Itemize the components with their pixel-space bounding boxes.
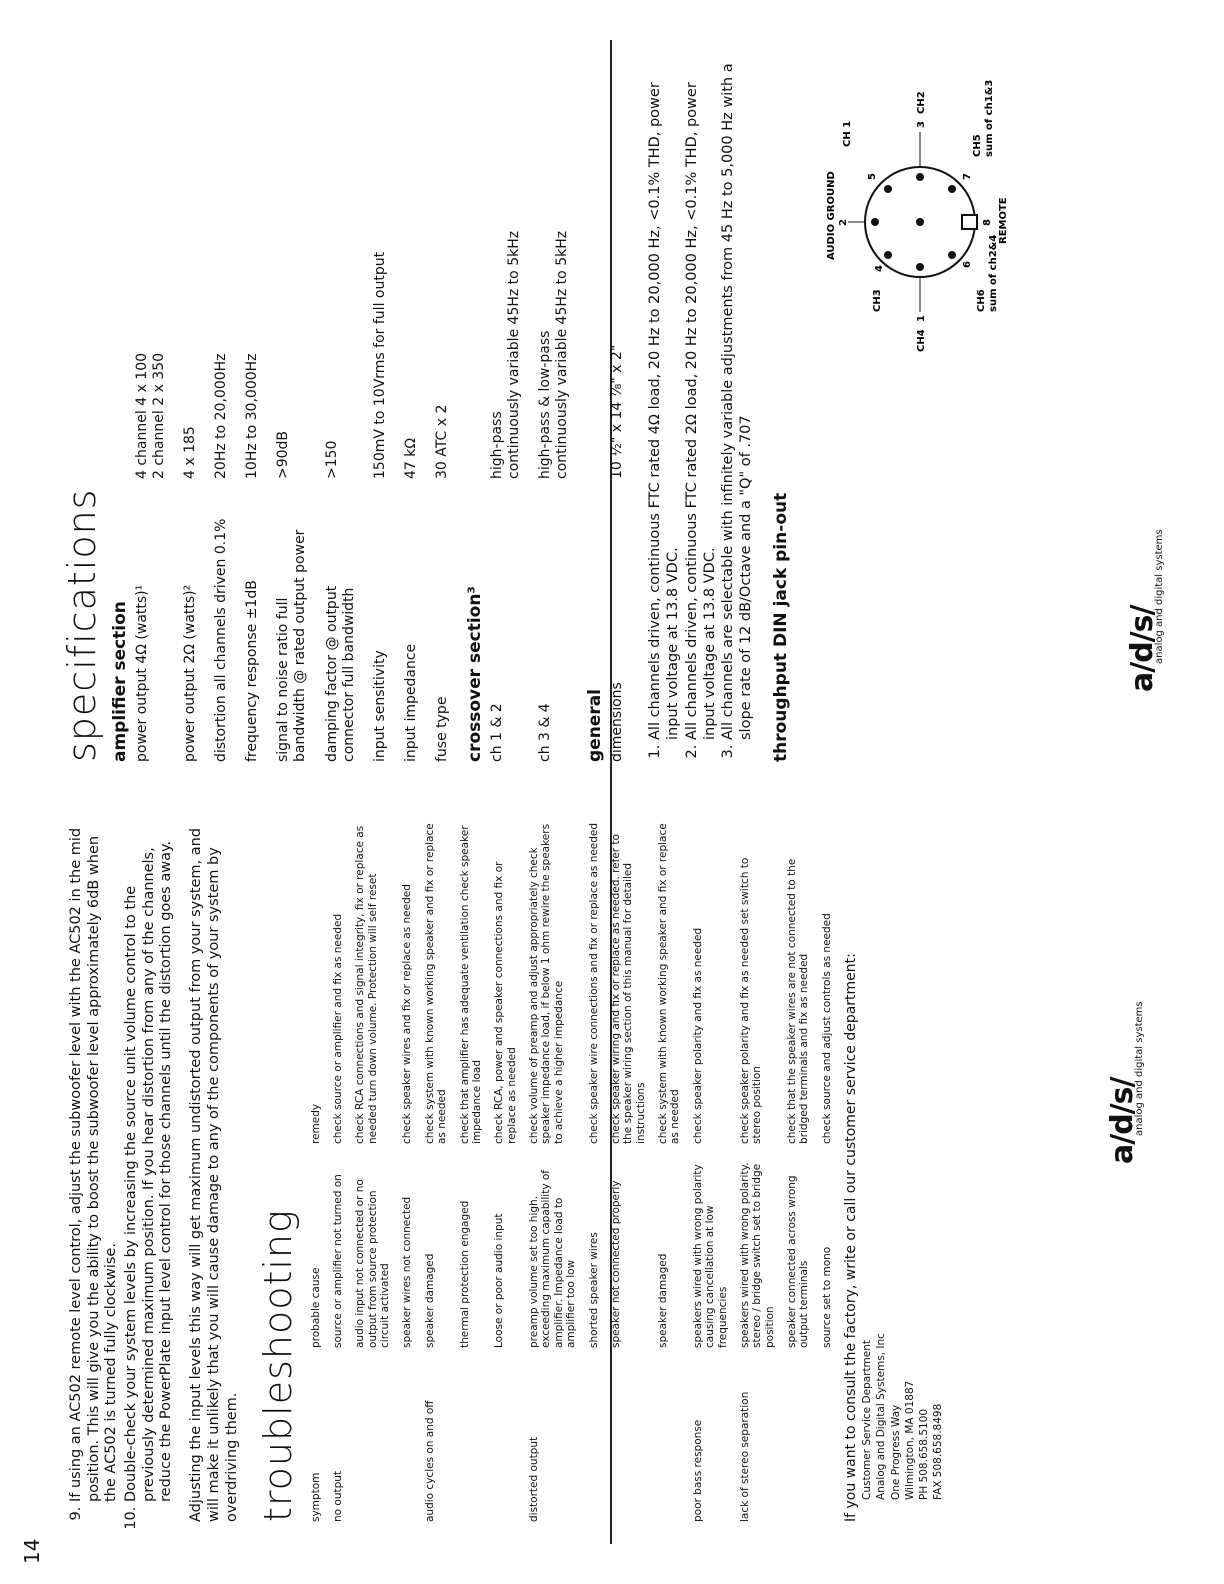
- logo-subtitle: analog and digital systems: [1134, 1001, 1145, 1136]
- page-number: 14: [20, 1538, 44, 1564]
- crossover-section-heading: crossover section³: [464, 586, 485, 762]
- spec-label: input impedance: [402, 643, 419, 762]
- footnotes: [646, 62, 755, 762]
- cell-symptom: [493, 1362, 518, 1522]
- pin-2: [871, 218, 879, 226]
- label-ch2: CH2: [916, 91, 927, 114]
- cell-remedy: check volume of preamp and adjust appropriately check speaker impedance load, if below 1 ohm rewire the speakers to achieve a higher impedance: [528, 823, 565, 1144]
- address-line: One Progress Way: [889, 1404, 902, 1500]
- ads-logo: [1105, 1001, 1145, 1164]
- troubleshooting-content: [68, 822, 945, 1522]
- spec-label: distortion all channels driven 0.1%: [213, 518, 230, 762]
- label-pin-8: 8: [982, 219, 993, 226]
- cell-symptom: audio cycles on and off: [423, 1400, 436, 1522]
- spec-value: >90dB: [275, 430, 292, 479]
- spec-label: power output 2Ω (watts)²: [182, 584, 199, 762]
- setup-steps: [68, 822, 176, 1522]
- ads-logo: [1125, 529, 1165, 692]
- label-ch1: CH 1: [842, 120, 853, 147]
- step-10: 10. Double-check your system levels by increasing the source unit volume control to the previously determined maximum position. If you hear distortion from any of the channels, reduce the PowerPlate input level control for those channels until the distortion goes away.: [123, 822, 176, 1502]
- cell-cause: speakers wired with wrong polarity. stereo / bridge switch set to bridge position: [738, 1162, 776, 1348]
- spec-value: 4 x 185: [182, 426, 199, 479]
- table-body: [332, 822, 833, 1522]
- spec-value: high-pass continuously variable 45Hz to 5kHz: [488, 230, 523, 479]
- spec-label: input sensitivity: [371, 650, 388, 762]
- address-block: [860, 822, 945, 1500]
- troubleshooting-title: troubleshooting: [256, 1209, 301, 1522]
- label-pin-1: 1: [916, 315, 927, 322]
- spec-label: frequency response ±1dB: [244, 580, 261, 762]
- cell-symptom: distorted output: [528, 1436, 541, 1522]
- pin-5: [884, 185, 892, 193]
- table-row: [786, 822, 811, 1522]
- cell-symptom: [821, 1362, 833, 1522]
- spec-row: [372, 62, 389, 762]
- cell-cause: speaker connected across wrong output terminals: [786, 1175, 811, 1348]
- intro-paragraph: Adjusting the input levels this way will get maximum undistorted output from your system, and will make it unlikely that you will cause damage to any of the components of your system by overdriving them.: [188, 828, 240, 1522]
- spec-label: fuse type: [433, 696, 450, 762]
- cell-remedy: check that the speaker wires are not connected to the bridged terminals and fix as needed: [786, 858, 811, 1144]
- din-jack-diagram: [820, 42, 1010, 372]
- table-row: [528, 822, 578, 1522]
- pin-1: [916, 263, 924, 271]
- spec-label: ch 1 & 2: [488, 703, 505, 762]
- spec-label: signal to noise ratio full bandwidth @ rated output power: [275, 529, 309, 762]
- din-title: throughput DIN jack pin-out: [771, 492, 792, 762]
- spec-value: 20Hz to 20,000Hz: [213, 353, 230, 479]
- cell-cause: speaker wires not connected: [401, 1196, 414, 1348]
- cell-remedy: check speaker wiring and fix or replace as needed. refer to the speaker wiring section of this manual for detailed instructions: [609, 834, 647, 1144]
- step-9: 9. If using an AC502 remote level control, adjust the subwoofer level with the AC502 in the mid position. This will give you the ability to boost the subwoofer level approximately 6dB when the AC502 is turned fully clockwise.: [68, 822, 121, 1502]
- table-row: [657, 822, 682, 1522]
- cell-cause: speaker not connected properly: [609, 1180, 622, 1348]
- cell-cause: audio input not connected or no output from source protection circuit activated: [354, 1179, 392, 1348]
- cell-cause: Loose or poor audio input: [493, 1213, 506, 1348]
- spec-value: high-pass & low-pass continuously variable 45Hz to 5kHz: [537, 230, 571, 479]
- cell-remedy: check speaker wires and fix or replace as needed: [401, 884, 414, 1144]
- spec-row: [434, 62, 451, 762]
- footnote: 3. All channels are selectable with infinitely variable adjustments from 45 Hz to 5,000 Hz with a slope rate of 12 dB/Octave and a "Q" of .707: [719, 62, 755, 740]
- address-line: Analog and Digital Systems, Inc: [875, 1333, 888, 1500]
- cell-symptom: [610, 1362, 647, 1522]
- cell-remedy: check speaker polarity and fix as needed set switch to stereo position: [738, 857, 764, 1144]
- cell-cause: source or amplifier not turned on: [331, 1174, 344, 1348]
- address-line: PH 508.658.5100: [917, 1408, 930, 1500]
- spec-row: [213, 62, 230, 762]
- spec-value: 10Hz to 30,000Hz: [244, 353, 261, 479]
- troubleshooting-table: [310, 822, 834, 1522]
- specifications-content: [60, 62, 791, 762]
- logo-text: a/d/s/: [1105, 1077, 1140, 1164]
- table-header: [310, 822, 322, 1522]
- cell-remedy: check source and adjust controls as needed: [820, 913, 833, 1144]
- label-pin-6: 6: [962, 261, 973, 268]
- label-pin-2: 2: [838, 219, 849, 226]
- cell-cause: speaker damaged: [657, 1253, 670, 1348]
- table-row: [692, 822, 729, 1522]
- table-row: [610, 822, 647, 1522]
- cell-symptom: [588, 1362, 600, 1522]
- table-row: [739, 822, 776, 1522]
- address-line: Wilmington, MA 01887: [903, 1380, 916, 1500]
- cell-remedy: check system with known working speaker and fix or replace as needed: [423, 823, 449, 1144]
- label-ch6: CH6: [976, 289, 987, 312]
- cell-remedy: check speaker wire connections and fix or replace as needed: [587, 822, 600, 1144]
- label-pin-7: 7: [962, 173, 973, 180]
- cell-cause: thermal protection engaged: [458, 1200, 471, 1348]
- cell-cause: speakers wired with wrong polarity causing cancellation at low frequencies: [691, 1164, 729, 1348]
- spec-value: 150mV to 10Vrms for full output: [371, 251, 388, 479]
- cell-symptom: lack of stereo separation: [738, 1391, 751, 1522]
- general-section-heading: general: [585, 688, 606, 762]
- spec-value: 4 channel 4 x 100 2 channel 2 x 350: [134, 352, 168, 479]
- table-row: [588, 822, 600, 1522]
- amplifier-spec-list: [134, 62, 451, 762]
- label-pin-4: 4: [874, 265, 885, 272]
- cell-symptom: [354, 1362, 391, 1522]
- label-ch4: CH4: [916, 329, 927, 352]
- table-row: [354, 822, 391, 1522]
- pin-6: [948, 251, 956, 259]
- table-row: [424, 822, 449, 1522]
- pin-3: [916, 173, 924, 181]
- spec-label: ch 3 & 4: [537, 703, 554, 762]
- spec-row: [489, 62, 523, 762]
- cell-remedy: check RCA connections and signal integrity, fix or replace as needed turn down volume. Protection will self reset: [354, 825, 379, 1144]
- spec-value: >150: [323, 440, 340, 479]
- table-row: [493, 822, 518, 1522]
- cell-remedy: check that amplifier has adequate ventilation check speaker impedance load: [458, 825, 483, 1144]
- cell-cause: shorted speaker wires: [587, 1232, 600, 1348]
- cell-remedy: check RCA, power and speaker connections and fix or replace as needed: [493, 861, 518, 1144]
- specifications-title: specifications: [60, 488, 104, 762]
- table-row: [401, 822, 413, 1522]
- crossover-spec-list: [489, 62, 571, 762]
- cell-symptom: [657, 1362, 682, 1522]
- pin-7: [948, 185, 956, 193]
- header-remedy: remedy: [309, 1103, 322, 1144]
- label-remote: REMOTE: [998, 197, 1009, 244]
- label-ch5-sum: sum of ch1&3: [984, 79, 995, 157]
- label-ch3: CH3: [872, 289, 883, 312]
- header-cause: probable cause: [309, 1267, 322, 1348]
- label-ch5: CH5: [972, 134, 983, 157]
- cell-cause: preamp volume set too high. exceeding maximum capability of amplifier. Impedance load to amplifier too low: [528, 1170, 578, 1348]
- footnote: 2. All channels driven, continuous FTC rated 2Ω load, 20 Hz to 20,000 Hz, <0.1% THD, power input voltage at 13.8 VDC.: [683, 62, 719, 740]
- contact-line: If you want to consult the factory, write or call our customer service department:: [843, 953, 860, 1522]
- cell-symptom: [459, 1362, 484, 1522]
- cell-cause: speaker damaged: [423, 1253, 436, 1348]
- table-row: [332, 822, 344, 1522]
- address-line: FAX 508.658.8498: [932, 1403, 945, 1500]
- cell-cause: source set to mono: [820, 1246, 833, 1348]
- spec-label: power output 4Ω (watts)¹: [134, 584, 150, 762]
- cell-remedy: check source or amplifier and fix as needed: [331, 913, 344, 1144]
- table-row: [459, 822, 484, 1522]
- spec-value: 47 kΩ: [402, 437, 419, 479]
- spec-row: [182, 62, 199, 762]
- spec-row: [244, 62, 261, 762]
- cell-remedy: check speaker polarity and fix as needed: [691, 927, 704, 1144]
- header-symptom: symptom: [309, 1472, 322, 1522]
- logo-text: a/d/s/: [1125, 605, 1160, 692]
- logo-subtitle: analog and digital systems: [1154, 529, 1165, 664]
- spec-label: dimensions: [609, 682, 626, 762]
- pin-4: [884, 251, 892, 259]
- spec-row: [403, 62, 420, 762]
- spec-label: damping factor @ output connector full bandwidth: [323, 585, 357, 762]
- spec-row: [275, 62, 309, 762]
- spec-row: [324, 62, 358, 762]
- general-spec-list: [609, 62, 626, 762]
- spec-value: 30 ATC x 2: [433, 404, 450, 479]
- table-row: [821, 822, 833, 1522]
- cell-symptom: [786, 1362, 811, 1522]
- amplifier-section-heading: amplifier section: [110, 601, 130, 762]
- label-pin-3: 3: [916, 121, 927, 128]
- cell-symptom: poor bass response: [691, 1419, 704, 1522]
- spec-row: [537, 62, 571, 762]
- label-pin-5: 5: [867, 173, 878, 180]
- label-ch6-sum: sum of ch2&4: [988, 234, 999, 312]
- footnote: 1. All channels driven, continuous FTC rated 4Ω load, 20 Hz to 20,000 Hz, <0.1% THD, power input voltage at 13.8 VDC.: [646, 62, 682, 740]
- din-key-notch: [962, 215, 977, 229]
- cell-remedy: check system with known working speaker and fix or replace as needed: [657, 823, 682, 1144]
- label-audio-ground: AUDIO GROUND: [826, 171, 837, 260]
- spec-value: 10 ½" x 14 ⅞" x 2": [609, 344, 626, 479]
- spec-row: [134, 62, 168, 762]
- spec-row: [609, 62, 626, 762]
- page-14: [0, 792, 1224, 1584]
- address-line: Customer Service Department: [861, 1339, 874, 1500]
- pin-8-center: [916, 218, 924, 226]
- cell-symptom: [401, 1362, 413, 1522]
- cell-symptom: no output: [331, 1470, 344, 1522]
